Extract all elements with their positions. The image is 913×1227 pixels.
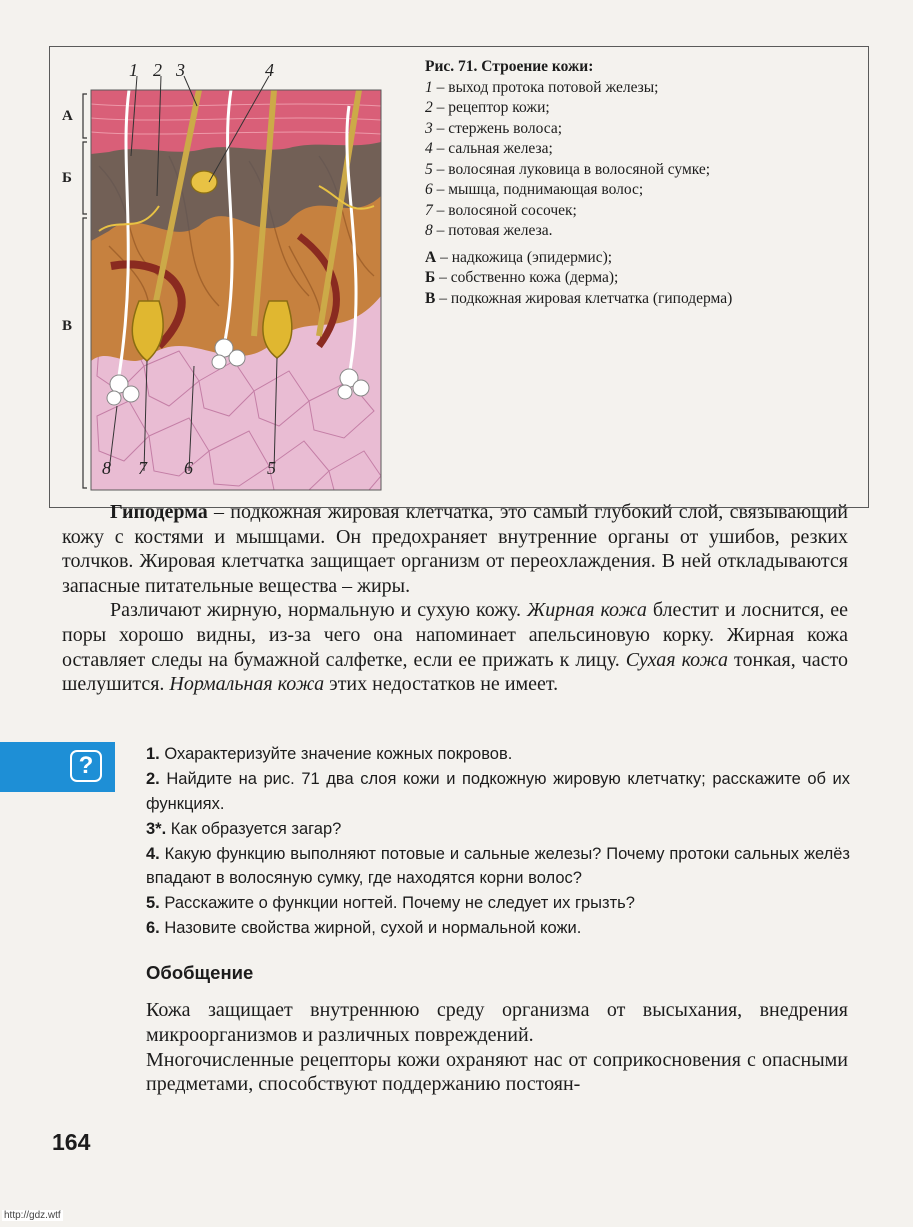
paragraph-skin-types: Различают жирную, нормальную и сухую кожу. Жирная кожа блестит и лоснится, ее поры хорошо видны, из-за чего она напоминает апельсиновую корку. Жирная кожа оставляет следы на бумажной салфетке, если ее прижать к лицу. Сухая кожа тонкая, часто шелушится. Нормальная кожа этих недостатков не имеет. xyxy=(62,599,849,696)
questions-list xyxy=(146,742,850,941)
question-item: 2. Найдите на рис. 71 два слоя кожи и подкожную жировую клетчатку; расскажите об их функциях. xyxy=(146,770,850,813)
layer-item-b: Б – собственно кожа (дерма); xyxy=(425,269,619,286)
page-number: 164 xyxy=(52,1129,91,1155)
legend-item-6: 6 – мышца, поднимающая волос; xyxy=(425,181,644,198)
label-6: 6 xyxy=(184,458,193,478)
summary-text xyxy=(146,998,848,1097)
question-item: 5. Расскажите о функции ногтей. Почему не следует их грызть? xyxy=(146,894,635,912)
layer-item-a: А – надкожица (эпидермис); xyxy=(425,248,613,266)
summary-paragraph: Кожа защищает внутреннюю среду организма от высыхания, внедрения микроорганизмов и различных повреждений. xyxy=(146,999,848,1046)
layer-item-v: В – подкожная жировая клетчатка (гиподерма) xyxy=(425,289,733,307)
question-item: 3*. Как образуется загар? xyxy=(146,819,342,838)
label-1: 1 xyxy=(129,60,138,80)
question-item: 1. Охарактеризуйте значение кожных покровов. xyxy=(146,745,513,763)
label-4: 4 xyxy=(265,60,274,80)
paragraph-hypoderm: Гиподерма – подкожная жировая клетчатка, это самый глубокий слой, связывающий кожу с костями и мышцами. Он предохраняет внутренние органы от ушибов, резких толчков. Жировая клетчатка защищает организм от переохлаждения. В ней откладываются запасные питательные вещества – жиры. xyxy=(62,501,848,597)
label-7: 7 xyxy=(138,458,147,478)
figure-title: Рис. 71. Строение кожи: xyxy=(425,58,594,75)
label-2: 2 xyxy=(153,60,162,80)
legend-item-2: 2 – рецептор кожи; xyxy=(425,99,550,116)
label-3: 3 xyxy=(176,60,185,80)
epidermis-layer xyxy=(91,90,381,154)
legend-item-3: 3 – стержень волоса; xyxy=(425,119,563,137)
label-layer-a: А xyxy=(62,108,73,124)
body-text xyxy=(62,500,848,697)
label-layer-b: Б xyxy=(62,170,72,186)
legend-item-5: 5 – волосяная луковица в волосяной сумке; xyxy=(425,160,711,178)
summary-paragraph: Многочисленные рецепторы кожи охраняют нас от соприкосновения с опасными предметами, способствуют поддержанию постоян- xyxy=(146,1048,848,1096)
figure-caption xyxy=(425,57,855,309)
legend-item-7: 7 – волосяной сосочек; xyxy=(425,201,577,219)
question-mark-icon: ? xyxy=(70,750,102,782)
question-item: 4. Какую функцию выполняют потовые и сальные железы? Почему протоки сальных желёз впадают в волосяную сумку, где находятся корни волос? xyxy=(146,844,850,887)
watermark: http://gdz.wtf xyxy=(4,1210,61,1221)
legend-item-4: 4 – сальная железа; xyxy=(425,140,553,157)
skin-structure-illustration xyxy=(49,46,399,508)
legend-item-1: 1 – выход протока потовой железы; xyxy=(425,78,659,96)
question-item: 6. Назовите свойства жирной, сухой и нормальной кожи. xyxy=(146,919,582,937)
layer-brackets xyxy=(83,94,87,488)
label-5: 5 xyxy=(267,458,276,478)
label-layer-v: В xyxy=(62,318,73,334)
legend-item-8: 8 – потовая железа. xyxy=(425,222,553,239)
label-8: 8 xyxy=(102,458,111,478)
summary-title: Обобщение xyxy=(146,962,254,983)
